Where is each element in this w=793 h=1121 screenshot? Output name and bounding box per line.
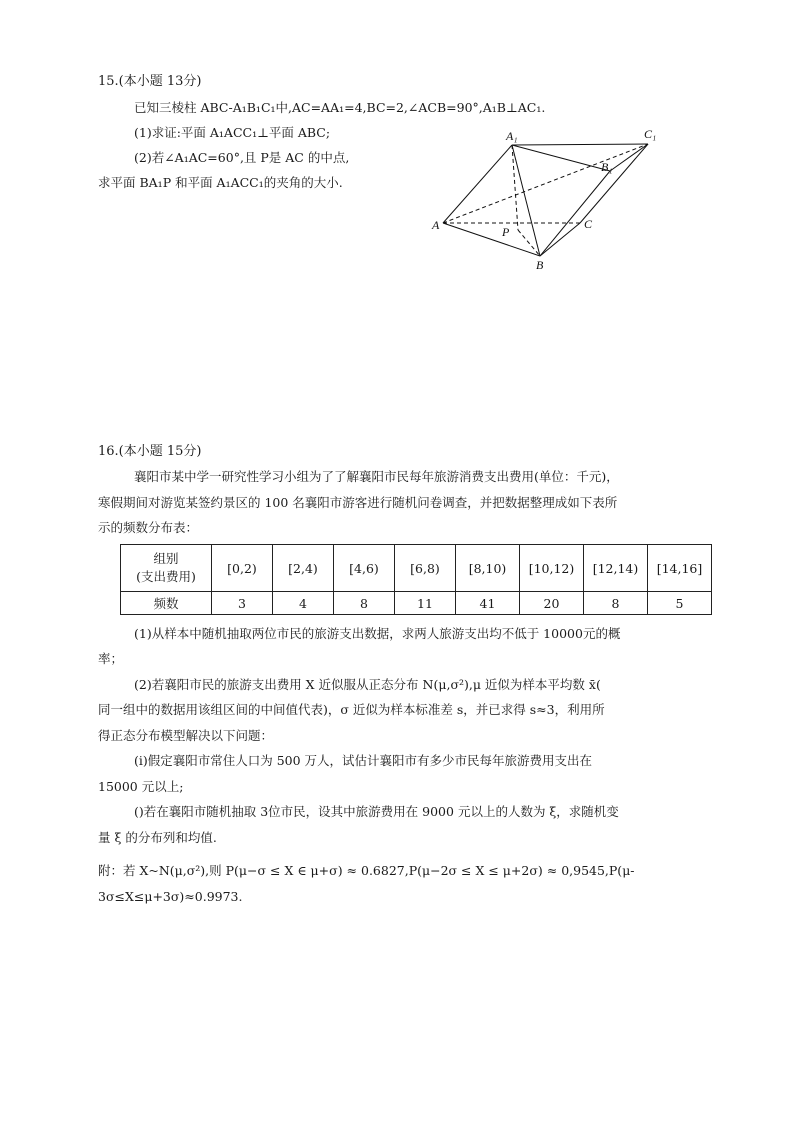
q15-part2: (2)若∠A₁AC=60°,且 P是 AC 的中点, — [134, 150, 350, 165]
edge-a-a1 — [443, 145, 512, 223]
edge-a1-b1 — [512, 145, 610, 171]
group-cell: [8,10) — [456, 545, 520, 592]
count-row-label: 频数 — [121, 592, 212, 615]
q16-pia: (i)假定襄阳市常住人口为 500 万人，试估计襄阳市有多少市民每年旅游费用支出在 — [134, 753, 593, 768]
count-cell: 8 — [334, 592, 395, 615]
q16-intro1: 襄阳市某中学一研究性学习小组为了了解襄阳市民每年旅游消费支出费用(单位：千元)， — [134, 469, 619, 484]
table-header-line1: 组别 — [153, 551, 179, 566]
label-c: C — [584, 217, 593, 231]
table-header-label — [121, 545, 212, 592]
q16-p2a: (2)若襄阳市民的旅游支出费用 X 近似服从正态分布 N(μ,σ²),μ 近似为样本平均数 x̄( — [134, 677, 601, 692]
label-a: A — [432, 218, 440, 232]
q16-intro2: 寒假期间对游览某签约景区的 100 名襄阳市游客进行随机问卷调查，并把数据整理成如下表所 — [98, 495, 618, 510]
count-cell: 41 — [456, 592, 520, 615]
frequency-table — [120, 544, 712, 615]
q16-p2c: 得正态分布模型解决以下问题： — [98, 728, 274, 743]
q16-piia: ()若在襄阳市随机抽取 3位市民，设其中旅游费用在 9000 元以上的人数为 ξ，求随机变 — [134, 804, 619, 819]
q15-part2b: 求平面 BA₁P 和平面 A₁ACC₁的夹角的大小. — [98, 175, 343, 190]
group-cell: [10,12) — [520, 545, 584, 592]
group-cell: [14,16] — [648, 545, 712, 592]
edge-b1-c1 — [610, 144, 648, 171]
table-header-line2: (支出费用) — [136, 569, 196, 584]
edge-a-b — [443, 223, 540, 256]
q16-p2b: 同一组中的数据用该组区间的中间值代表)，σ 近似为样本标准差 s，并已求得 s≈3，利用所 — [98, 702, 605, 717]
edge-b-b1 — [540, 171, 610, 256]
count-cell: 11 — [395, 592, 456, 615]
q16-pib: 15000 元以上; — [98, 779, 184, 794]
edge-a1-c1 — [512, 144, 648, 145]
label-c1: C₁ — [644, 127, 657, 141]
q16-intro3: 示的频数分布表： — [98, 520, 199, 535]
q16-p1b: 率； — [98, 651, 124, 666]
edge-a1-b — [512, 145, 540, 256]
q16-p1a: (1)从样本中随机抽取两位市民的旅游支出数据，求两人旅游支出均不低于 10000元的概 — [134, 626, 621, 641]
count-cell: 3 — [212, 592, 273, 615]
label-b: B — [536, 258, 544, 272]
count-cell: 8 — [584, 592, 648, 615]
table-header-row — [121, 545, 712, 592]
label-p: P — [502, 225, 510, 239]
label-b1: B₁ — [601, 160, 613, 174]
table-count-row — [121, 592, 712, 615]
q16-piib: 量 ξ 的分布列和均值. — [98, 830, 217, 845]
q15-header: 15.(本小题 13分) — [98, 74, 202, 89]
edge-b-c — [540, 223, 580, 256]
edge-c-c1 — [580, 144, 648, 223]
group-cell: [12,14) — [584, 545, 648, 592]
count-cell: 5 — [648, 592, 712, 615]
edge-a-c1 — [443, 144, 648, 223]
group-cell: [0,2) — [212, 545, 273, 592]
group-cell: [6,8) — [395, 545, 456, 592]
q16-note1: 附：若 X~N(μ,σ²),则 P(μ−σ ≤ X ∈ μ+σ) ≈ 0.6827,P(μ−2σ ≤ X ≤ μ+2σ) ≈ 0,9545,P(μ- — [98, 863, 635, 878]
q15-intro: 已知三棱柱 ABC-A₁B₁C₁中,AC=AA₁=4,BC=2,∠ACB=90°,A₁B⊥AC₁. — [134, 100, 546, 115]
count-cell: 20 — [520, 592, 584, 615]
prism-figure — [430, 126, 670, 276]
group-cell: [4,6) — [334, 545, 395, 592]
q15-part1: (1)求证:平面 A₁ACC₁⊥平面 ABC; — [134, 125, 331, 140]
label-a1: A₁ — [506, 129, 518, 143]
count-cell: 4 — [273, 592, 334, 615]
q16-note2: 3σ≤X≤μ+3σ)≈0.9973. — [98, 889, 243, 904]
q16-header: 16.(本小题 15分) — [98, 444, 202, 459]
group-cell: [2,4) — [273, 545, 334, 592]
